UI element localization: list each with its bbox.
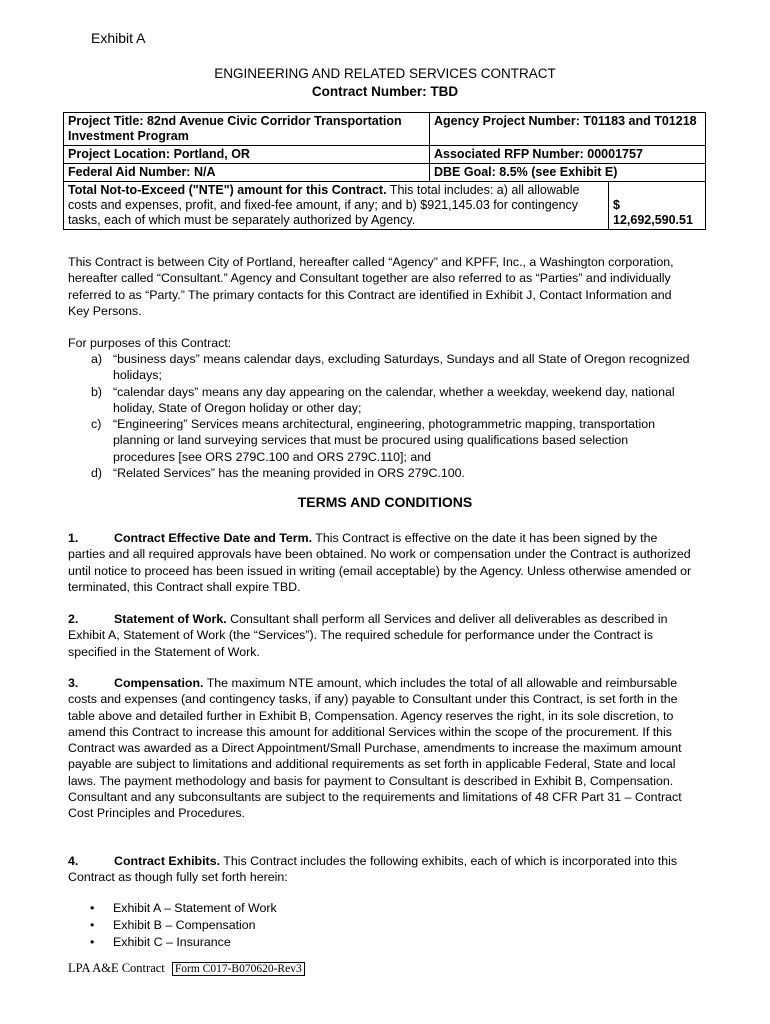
section-compensation bbox=[68, 675, 693, 822]
section-number: 1. bbox=[68, 531, 79, 545]
contract-info-table bbox=[63, 112, 706, 230]
exhibit-label: Exhibit A bbox=[91, 30, 146, 46]
section-number: 4. bbox=[68, 854, 79, 868]
definitions-list bbox=[68, 351, 693, 481]
project-title-cell: Project Title: 82nd Avenue Civic Corridor Transportation Investment Program bbox=[64, 113, 430, 146]
section-heading: Contract Effective Date and Term. bbox=[114, 531, 313, 545]
federal-aid-cell: Federal Aid Number: N/A bbox=[64, 164, 430, 182]
nte-currency: $ bbox=[613, 198, 620, 212]
definition-text: “Engineering” Services means architectural, engineering, photogrammetric mapping, transportation planning or land surveying services that must be procured using qualifications based selection procedures [see ORS 279C.100 and ORS 279C.110]; and bbox=[113, 417, 656, 464]
exhibit-text: Exhibit A – Statement of Work bbox=[113, 901, 277, 915]
nte-amount: 12,692,590.51 bbox=[613, 213, 693, 227]
bullet-icon: • bbox=[90, 901, 95, 915]
terms-heading: TERMS AND CONDITIONS bbox=[297, 494, 473, 510]
exhibit-item bbox=[68, 934, 277, 951]
section-text: Consultant shall perform all Services and deliver all deliverables as described in Exhibit A, Statement of Work (the “Services”). The required schedule for performance under the Contract is specified in the Statement of Work. bbox=[68, 612, 668, 659]
nte-text: This total includes: a) all allowable costs and expenses, profit, and fixed-fee amount, if any; and b) $921,145.03 for contingency tasks, each of which must be separately authorized by Agency. bbox=[68, 183, 580, 227]
contract-number: Contract Number: TBD bbox=[311, 84, 459, 99]
section-statement-of-work bbox=[68, 611, 693, 660]
exhibit-text: Exhibit C – Insurance bbox=[113, 934, 231, 949]
definition-text: “Related Services” has the meaning provided in ORS 279C.100. bbox=[113, 466, 465, 481]
definition-letter: c) bbox=[91, 417, 102, 432]
definition-letter: d) bbox=[91, 466, 103, 481]
section-effective-date bbox=[68, 530, 693, 595]
bullet-icon: • bbox=[90, 917, 95, 932]
rfp-number-cell: Associated RFP Number: 00001757 bbox=[430, 146, 706, 164]
section-contract-exhibits bbox=[68, 853, 693, 886]
intro-paragraph: This Contract is between City of Portland, hereafter called “Agency” and KPFF, Inc., a Washington corporation, hereafter called “Consultant.” Agency and Consultant together are also referred to as “Parties” and individually referred to as “Party.” The primary contacts for this Contract are identified in Exhibit J, Contact Information and Key Persons. bbox=[68, 255, 674, 318]
section-text: This Contract includes the following exhibits, each of which is incorporated into this Contract as though fully set forth herein: bbox=[68, 854, 678, 885]
definition-item bbox=[68, 384, 693, 417]
nte-description-cell bbox=[64, 182, 609, 230]
contract-title: ENGINEERING AND RELATED SERVICES CONTRACT bbox=[214, 66, 556, 81]
definition-letter: b) bbox=[91, 384, 103, 399]
definition-item bbox=[68, 416, 693, 465]
nte-amount-cell bbox=[609, 182, 706, 230]
section-heading: Compensation. bbox=[114, 676, 204, 690]
section-text: This Contract is effective on the date it has been signed by the parties and all required approvals have been obtained. No work or compensation under the Contract is authorized until notice to proceed has been issued in writing (email acceptable) by the Agency. Unless otherwise amended or terminated, this Contract shall expire TBD. bbox=[68, 531, 692, 594]
definition-item bbox=[68, 465, 693, 481]
project-location-cell: Project Location: Portland, OR bbox=[64, 146, 430, 164]
exhibit-item bbox=[68, 917, 277, 934]
section-heading: Contract Exhibits. bbox=[114, 854, 221, 868]
definition-item bbox=[68, 351, 693, 384]
exhibit-text: Exhibit B – Compensation bbox=[113, 917, 256, 932]
dbe-goal-cell: DBE Goal: 8.5% (see Exhibit E) bbox=[430, 164, 706, 182]
section-heading: Statement of Work. bbox=[114, 612, 227, 626]
section-number: 3. bbox=[68, 676, 79, 690]
agency-project-number-cell: Agency Project Number: T01183 and T01218 bbox=[430, 113, 706, 146]
section-number: 2. bbox=[68, 612, 79, 626]
definition-text: “business days” means calendar days, excluding Saturdays, Sundays and all State of Oregon recognized holidays; bbox=[113, 352, 690, 383]
bullet-icon: • bbox=[90, 934, 95, 949]
definition-letter: a) bbox=[91, 352, 103, 366]
footer-label: LPA A&E Contract bbox=[68, 961, 165, 975]
section-text: The maximum NTE amount, which includes the total of all allowable and reimbursable costs and expenses (and contingency tasks, if any) payable to Consultant under this Contract, is set forth in the table above and detailed further in Exhibit B, Compensation. Agency reserves the right, in its sole discretion, to amend this Contract to increase this amount for additional Services within the scope of the procurement. If this Contract was awarded as a Direct Appointment/Small Purchase, amendments to increase the maximum amount payable are subject to limitations and additional requirements as set forth in applicable Federal, State and local laws. The payment methodology and basis for payment to Consultant is described in Exhibit B, Compensation. Consultant and any subconsultants are subject to the requirements and limitations of 48 CFR Part 31 – Contract Cost Principles and Procedures. bbox=[68, 676, 682, 821]
exhibits-list bbox=[68, 900, 277, 950]
page-footer bbox=[68, 961, 305, 976]
form-number: Form C017-B070620-Rev3 bbox=[172, 962, 305, 976]
definitions-lead: For purposes of this Contract: bbox=[68, 336, 232, 350]
definition-text: “calendar days” means any day appearing on the calendar, whether a weekday, weekend day, national holiday, State of Oregon holiday or other day; bbox=[113, 384, 675, 415]
nte-label: Total Not-to-Exceed ("NTE") amount for this Contract. bbox=[68, 183, 387, 197]
exhibit-item bbox=[68, 900, 277, 917]
